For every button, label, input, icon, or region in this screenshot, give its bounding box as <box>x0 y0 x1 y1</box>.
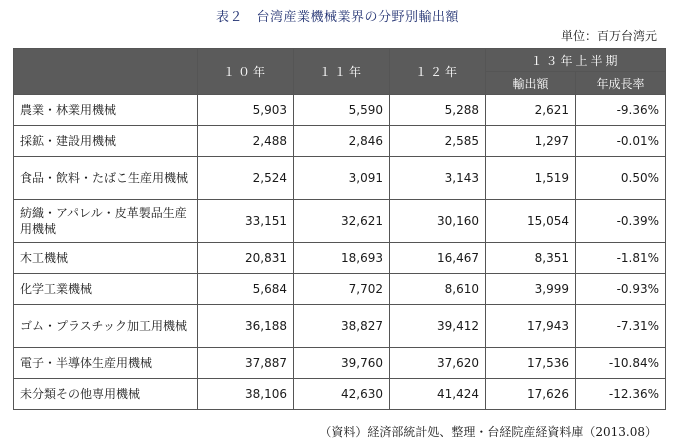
cell-export: 3,999 <box>486 274 576 305</box>
row-label: ゴム・プラスチック加工用機械 <box>14 305 198 348</box>
table-row <box>14 157 666 200</box>
header-y10: １０年 <box>198 49 294 95</box>
cell-y10: 5,684 <box>198 274 294 305</box>
row-label: 採鉱・建設用機械 <box>14 126 198 157</box>
cell-y11: 39,760 <box>294 348 390 379</box>
table-row <box>14 348 666 379</box>
cell-y11: 2,846 <box>294 126 390 157</box>
cell-y10: 37,887 <box>198 348 294 379</box>
cell-export: 15,054 <box>486 200 576 243</box>
export-table <box>13 48 666 410</box>
cell-export: 17,943 <box>486 305 576 348</box>
cell-growth: -12.36% <box>576 379 666 410</box>
cell-y10: 2,488 <box>198 126 294 157</box>
table-row <box>14 126 666 157</box>
table-row <box>14 379 666 410</box>
cell-export: 1,297 <box>486 126 576 157</box>
cell-y12: 5,288 <box>390 95 486 126</box>
cell-y12: 8,610 <box>390 274 486 305</box>
header-y12: １２年 <box>390 49 486 95</box>
row-label: 木工機械 <box>14 243 198 274</box>
cell-y10: 5,903 <box>198 95 294 126</box>
cell-y12: 3,143 <box>390 157 486 200</box>
table-row <box>14 305 666 348</box>
cell-growth: -7.31% <box>576 305 666 348</box>
cell-growth: -0.93% <box>576 274 666 305</box>
cell-export: 1,519 <box>486 157 576 200</box>
cell-y12: 16,467 <box>390 243 486 274</box>
cell-y12: 37,620 <box>390 348 486 379</box>
row-label: 紡織・アパレル・皮革製品生産用機械 <box>14 200 198 243</box>
cell-y10: 38,106 <box>198 379 294 410</box>
cell-y11: 7,702 <box>294 274 390 305</box>
cell-y12: 30,160 <box>390 200 486 243</box>
unit-label: 単位：百万台湾元 <box>560 29 657 43</box>
table-row <box>14 274 666 305</box>
header-category <box>14 49 198 95</box>
row-label: 農業・林業用機械 <box>14 95 198 126</box>
header-h13: １３年上半期 <box>486 49 666 72</box>
row-label: 化学工業機械 <box>14 274 198 305</box>
header-export: 輸出額 <box>486 72 576 95</box>
cell-y11: 3,091 <box>294 157 390 200</box>
cell-y10: 2,524 <box>198 157 294 200</box>
cell-y11: 38,827 <box>294 305 390 348</box>
cell-y12: 41,424 <box>390 379 486 410</box>
table-row <box>14 95 666 126</box>
header-y11: １１年 <box>294 49 390 95</box>
cell-y12: 2,585 <box>390 126 486 157</box>
cell-growth: -0.01% <box>576 126 666 157</box>
cell-y10: 20,831 <box>198 243 294 274</box>
row-label: 食品・飲料・たばこ生産用機械 <box>14 157 198 200</box>
cell-growth: -1.81% <box>576 243 666 274</box>
cell-export: 17,536 <box>486 348 576 379</box>
cell-export: 8,351 <box>486 243 576 274</box>
row-label: 未分類その他専用機械 <box>14 379 198 410</box>
cell-growth: 0.50% <box>576 157 666 200</box>
row-label: 電子・半導体生産用機械 <box>14 348 198 379</box>
source-note: （資料）経済部統計処、整理・台経院産経資料庫（2013.08） <box>319 425 657 439</box>
table-row <box>14 243 666 274</box>
cell-y10: 36,188 <box>198 305 294 348</box>
cell-y10: 33,151 <box>198 200 294 243</box>
cell-y11: 42,630 <box>294 379 390 410</box>
header-growth: 年成長率 <box>576 72 666 95</box>
cell-growth: -0.39% <box>576 200 666 243</box>
cell-export: 17,626 <box>486 379 576 410</box>
cell-export: 2,621 <box>486 95 576 126</box>
cell-y12: 39,412 <box>390 305 486 348</box>
cell-growth: -10.84% <box>576 348 666 379</box>
table-title: 表２ 台湾産業機械業界の分野別輸出額 <box>215 10 459 25</box>
cell-y11: 18,693 <box>294 243 390 274</box>
cell-growth: -9.36% <box>576 95 666 126</box>
cell-y11: 5,590 <box>294 95 390 126</box>
table-row <box>14 200 666 243</box>
cell-y11: 32,621 <box>294 200 390 243</box>
